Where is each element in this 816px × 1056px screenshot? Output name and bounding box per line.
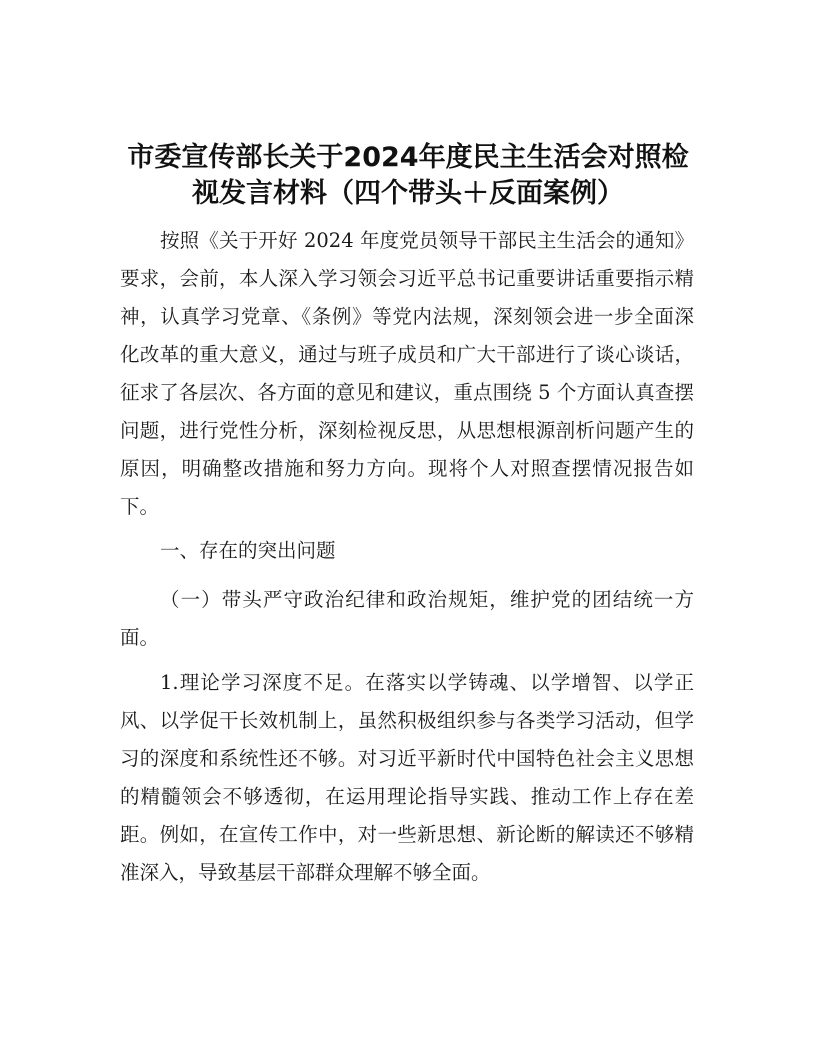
point-paragraph: 1.理论学习深度不足。在落实以学铸魂、以学增智、以学正风、以学促干长效机制上，虽然积极组织参与各类学习活动，但学习的深度和系统性还不够。对习近平新时代中国特色社会主义思想的精髓领会不够透彻，在运用理论指导实践、推动工作上存在差距。例如，在宣传工作中，对一些新思想、新论断的解读还不够精准深入，导致基层干部群众理解不够全面。	[120, 671, 694, 884]
document-title	[100, 140, 716, 212]
intro-paragraph: 按照《关于开好 2024 年度党员领导干部民主生活会的通知》要求，会前，本人深入学习领会习近平总书记重要讲话重要指示精神，认真学习党章、《条例》等党内法规，深刻领会进一步全面深化改革的重大意义，通过与班子成员和广大干部进行了谈心谈话，征求了各层次、各方面的意见和建议，重点围绕 5 个方面认真查摆问题，进行党性分析，深刻检视反思，从思想根源剖析问题产生的原因，明确整改措施和努力方向。现将个人对照查摆情况报告如下。	[120, 229, 694, 518]
section-heading: 一、存在的突出问题	[160, 539, 336, 562]
title-line-1: 市委宣传部长关于2024年度民主生活会对照检	[127, 142, 689, 173]
subsection-heading: （一）带头严守政治纪律和政治规矩，维护党的团结统一方面。	[120, 588, 694, 649]
title-line-2: 视发言材料（四个带头＋反面案例）	[192, 178, 624, 209]
